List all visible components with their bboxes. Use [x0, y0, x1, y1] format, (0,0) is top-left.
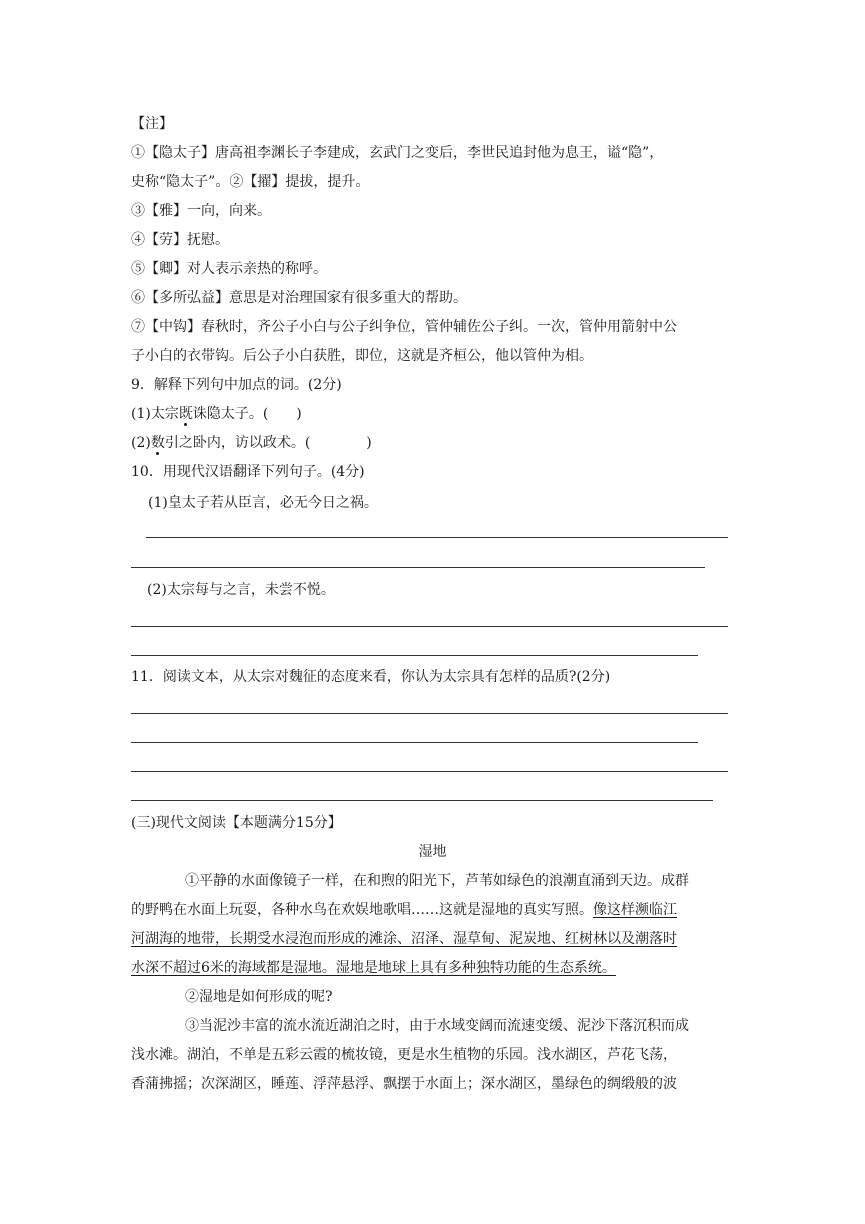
- note-4: ④【劳】抚慰。: [131, 232, 229, 248]
- paragraph-1-line-4: 水深不超过6米的海域都是湿地。湿地是地球上具有多种独特功能的生态系统。: [131, 960, 616, 976]
- q9-s2-post: 引之卧内，访以政术。( ): [164, 435, 372, 451]
- answer-line: [131, 713, 728, 714]
- paragraph-3-line-3: 香蒲拂摇；次深湖区，睡莲、浮萍悬浮、飘摆于水面上；深水湖区，墨绿色的绸缎般的波: [131, 1076, 677, 1092]
- paragraph-1-line-2: [131, 900, 677, 920]
- p1-underlined-text: 像这样濒临江: [593, 902, 677, 918]
- answer-line: [131, 655, 698, 656]
- paragraph-3-line-2: 浅水滩。湖泊，不单是五彩云霞的梳妆镜，更是水生植物的乐园。浅水湖区，芦花飞荡，: [131, 1047, 677, 1063]
- answer-line: [131, 626, 728, 627]
- note-7-line-2: 子小白的衣带钩。后公子小白获胜，即位，这就是齐桓公，他以管仲为相。: [131, 348, 593, 364]
- note-1-line-1: ①【隐太子】唐高祖李渊长子李建成，玄武门之变后，李世民追封他为息王，谥“隐”，: [131, 145, 664, 161]
- note-6: ⑥【多所弘益】意思是对治理国家有很多重大的帮助。: [131, 290, 467, 306]
- q9-s1-pre: (1)太宗: [131, 406, 179, 422]
- paragraph-1-line-3: 河湖海的地带，长期受水浸泡而形成的滩涂、沼泽、湿草甸、泥炭地、红树林以及潮落时: [131, 931, 677, 947]
- question-9-sentence-2: [131, 433, 372, 453]
- article-title: 湿地: [418, 844, 447, 860]
- answer-line: [146, 537, 728, 538]
- question-9-sentence-1: [131, 404, 302, 424]
- answer-line: [131, 567, 705, 568]
- q9-s1-post: 诛隐太子。( ): [192, 406, 302, 422]
- paragraph-3-line-1: ③当泥沙丰富的流水流近湖泊之时，由于水域变阔而流速变缓、泥沙下落沉积而成: [185, 1018, 689, 1034]
- answer-line: [131, 771, 728, 772]
- p1-plain-text: 的野鸭在水面上玩耍，各种水鸟在欢娱地歌唱……这就是湿地的真实写照。: [131, 902, 593, 918]
- answer-line: [131, 742, 698, 743]
- question-11-title: 11．阅读文本，从太宗对魏征的态度来看，你认为太宗具有怎样的品质?(2分): [131, 669, 611, 685]
- question-10-sentence-1: (1)皇太子若从臣言，必无今日之祸。: [148, 495, 378, 511]
- q9-s1-dotted-word: 既: [178, 406, 193, 422]
- question-10-sentence-2: (2)太宗每与之言，未尝不悦。: [147, 582, 335, 598]
- notes-heading: 【注】: [131, 116, 173, 132]
- q9-s2-dotted-word: 数: [150, 435, 165, 451]
- note-5: ⑤【卿】对人表示亲热的称呼。: [131, 261, 327, 277]
- note-1-line-2: 史称“隐太子”。②【擢】提拔，提升。: [131, 174, 370, 190]
- section-3-header: (三)现代文阅读【本题满分15分】: [131, 815, 342, 831]
- note-7-line-1: ⑦【中钩】春秋时，齐公子小白与公子纠争位，管仲辅佐公子纠。一次，管仲用箭射中公: [131, 319, 677, 335]
- answer-line: [131, 800, 713, 801]
- question-10-title: 10．用现代汉语翻译下列句子。(4分): [131, 464, 365, 480]
- note-3: ③【雅】一向，向来。: [131, 203, 271, 219]
- paragraph-1-line-1: ①平静的水面像镜子一样，在和煦的阳光下，芦苇如绿色的浪潮直涌到天边。成群: [185, 873, 689, 889]
- q9-s2-pre: (2): [131, 435, 151, 451]
- question-9-title: 9．解释下列句中加点的词。(2分): [131, 377, 342, 393]
- paragraph-2: ②湿地是如何形成的呢?: [185, 989, 333, 1005]
